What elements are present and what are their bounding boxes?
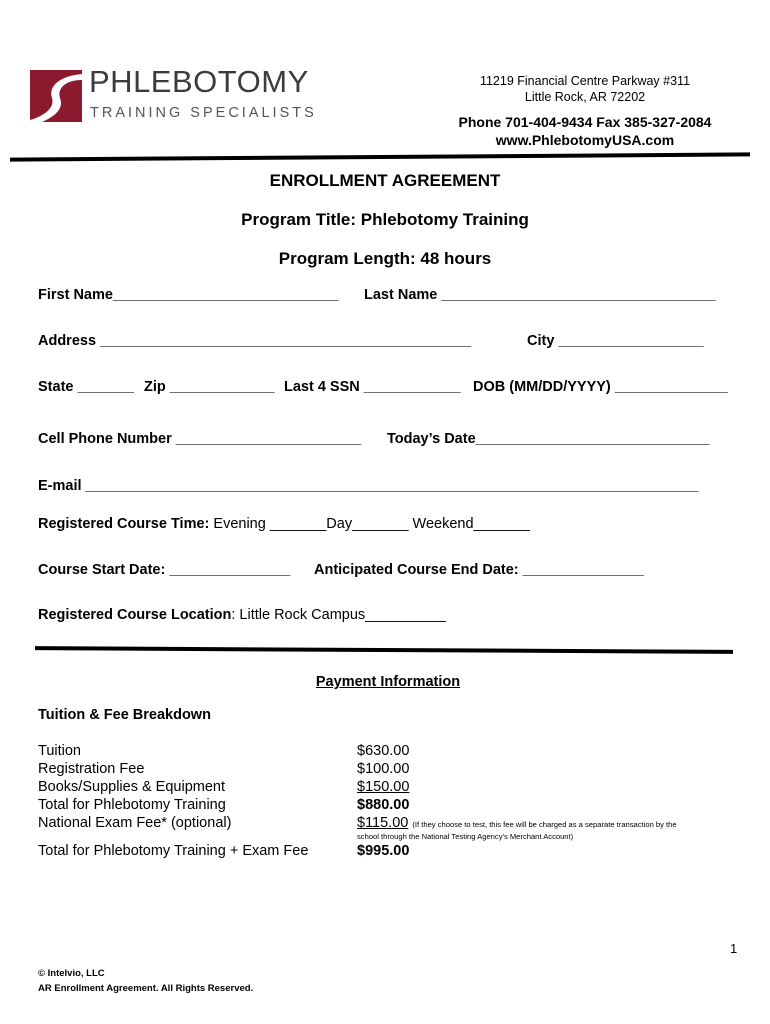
copyright: © Intelvio, LLC xyxy=(38,968,105,979)
rights-notice: AR Enrollment Agreement. All Rights Reserved. xyxy=(38,983,254,994)
ssn-field[interactable]: Last 4 SSN ____________ xyxy=(284,379,461,395)
address-line-1: 11219 Financial Centre Parkway #311 xyxy=(479,74,691,88)
agreement-title: ENROLLMENT AGREEMENT xyxy=(269,171,501,190)
fee-value-exam-row xyxy=(357,815,677,831)
address-field[interactable]: Address ______________________________________________ xyxy=(38,333,472,349)
course-time-options[interactable]: Evening _______Day_______ Weekend_______ xyxy=(213,516,530,532)
address-line-2: Little Rock, AR 72202 xyxy=(524,90,646,104)
brand-name: PHLEBOTOMY xyxy=(89,64,309,99)
cell-phone-field[interactable]: Cell Phone Number _______________________ xyxy=(38,431,362,447)
last-name-field[interactable]: Last Name __________________________________ xyxy=(364,287,716,303)
logo-icon xyxy=(30,70,82,122)
grand-total-label: Total for Phlebotomy Training + Exam Fee xyxy=(38,843,309,859)
fee-label-registration: Registration Fee xyxy=(38,761,145,777)
header-divider xyxy=(10,152,750,161)
city-field[interactable]: City __________________ xyxy=(527,333,704,349)
exam-fee-note-continued: school through the National Testing Agency's Merchant Account) xyxy=(357,832,574,841)
fee-value-registration: $100.00 xyxy=(357,761,410,777)
payment-heading: Payment Information xyxy=(315,674,461,690)
course-time-field[interactable] xyxy=(38,516,530,532)
fee-label-tuition: Tuition xyxy=(38,743,81,759)
todays-date-field[interactable]: Today’s Date_____________________________ xyxy=(387,431,710,447)
state-field[interactable]: State _______ xyxy=(38,379,134,395)
fee-label-total: Total for Phlebotomy Training xyxy=(38,797,226,813)
brand-subtitle: TRAINING SPECIALISTS xyxy=(90,105,317,121)
phone-fax: Phone 701-404-9434 Fax 385-327-2084 xyxy=(458,114,712,130)
page-number: 1 xyxy=(730,941,738,956)
fee-breakdown-heading: Tuition & Fee Breakdown xyxy=(38,707,211,723)
program-title: Program Title: Phlebotomy Training xyxy=(241,210,529,229)
fee-value-tuition: $630.00 xyxy=(357,743,410,759)
program-length: Program Length: 48 hours xyxy=(278,249,492,268)
exam-fee-note: (If they choose to test, this fee will be charged as a separate transaction by the xyxy=(412,820,677,829)
first-name-field[interactable]: First Name____________________________ xyxy=(38,287,339,303)
fee-label-books: Books/Supplies & Equipment xyxy=(38,779,225,795)
dob-field[interactable]: DOB (MM/DD/YYYY) ______________ xyxy=(473,379,728,395)
zip-field[interactable]: Zip _____________ xyxy=(144,379,275,395)
course-time-label: Registered Course Time: xyxy=(38,516,210,532)
fee-value-total: $880.00 xyxy=(357,797,410,813)
course-location-field[interactable] xyxy=(38,607,446,623)
fee-value-exam: $115.00 xyxy=(357,815,409,831)
fee-label-exam: National Exam Fee* (optional) xyxy=(38,815,232,831)
end-date-field[interactable]: Anticipated Course End Date: _______________ xyxy=(314,562,644,578)
course-location-label: Registered Course Location xyxy=(38,607,232,623)
section-divider xyxy=(35,646,733,654)
grand-total-value: $995.00 xyxy=(357,843,410,859)
start-date-field[interactable]: Course Start Date: _______________ xyxy=(38,562,291,578)
website: www.PhlebotomyUSA.com xyxy=(495,132,675,148)
course-location-value[interactable]: : Little Rock Campus__________ xyxy=(231,607,446,623)
email-field[interactable]: E-mail ____________________________________________________________________________ xyxy=(38,478,699,494)
fee-value-books: $150.00 xyxy=(357,779,410,795)
